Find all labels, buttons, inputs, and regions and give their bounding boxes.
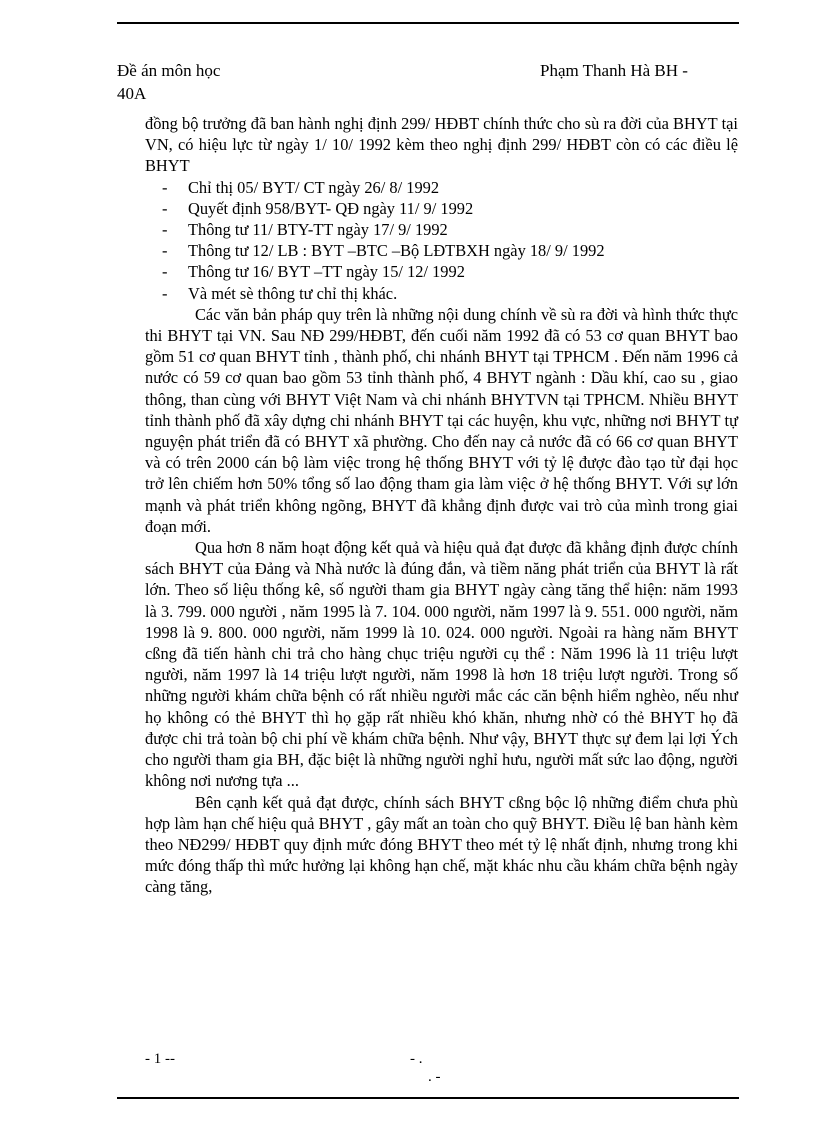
page-number: - 1 -- bbox=[145, 1051, 175, 1067]
bottom-rule bbox=[117, 1097, 739, 1099]
regulation-list bbox=[145, 177, 738, 304]
document-body bbox=[145, 113, 738, 898]
bullet-dash: - bbox=[162, 177, 168, 197]
list-item bbox=[145, 177, 738, 198]
bullet-dash: - bbox=[162, 241, 168, 261]
list-item bbox=[145, 240, 738, 261]
bullet-dash: - bbox=[162, 262, 168, 282]
list-item-text: Thông tư 16/ BYT –TT ngày 15/ 12/ 1992 bbox=[188, 262, 465, 282]
list-item-text: Thông tư 11/ BTY-TT ngày 17/ 9/ 1992 bbox=[188, 220, 448, 240]
header-title: Đề án môn học bbox=[117, 61, 221, 80]
list-item-text: Thông tư 12/ LB : BYT –BTC –Bộ LĐTBXH ngày 18/ 9/ 1992 bbox=[188, 241, 605, 261]
bullet-dash: - bbox=[162, 220, 168, 240]
bullet-dash: - bbox=[162, 198, 168, 218]
intro-paragraph: đồng bộ trưởng đã ban hành nghị định 299/ HĐBT chính thức cho sù ra đời của BHYT tại VN, có hiệu lực từ ngày 1/ 10/ 1992 kèm theo nghị định 299/ HĐBT còn có các điều lệ BHYT bbox=[145, 114, 738, 176]
body-paragraph: Bên cạnh kết quả đạt được, chính sách BHYT cßng bộc lộ những điểm chưa phù hợp làm hạn chế hiệu quả BHYT , gây mất an toàn cho quỹ BHYT. Điều lệ ban hành kèm theo NĐ299/ HĐBT quy định mức đóng BHYT theo mét tỷ lệ nhất định, nhưng trong khi mức đóng thấp thì mức hưởng lại không hạn chế, mặt khác nhu cầu khám chữa bệnh ngày càng tăng, bbox=[145, 792, 738, 897]
list-item-text: Và mét sè thông tư chỉ thị khác. bbox=[188, 283, 398, 303]
header-author: Phạm Thanh Hà BH - bbox=[540, 61, 688, 80]
top-rule bbox=[117, 22, 739, 24]
body-paragraph: Các văn bản pháp quy trên là những nội dung chính về sù ra đời và hình thức thực thi BHYT tại VN. Sau NĐ 299/HĐBT, đến cuối năm 1992 đã có 53 cơ quan BHYT bao gồm 51 cơ quan BHYT tỉnh , thành phố, chi nhánh BHYT tại TPHCM . Đến năm 1996 cả nước có 59 cơ quan bao gồm 53 tỉnh thành phố, 4 BHYT ngành : Dầu khí, cao su , giao thông, than cùng với BHYT Việt Nam và chi nhánh BHYTVN tại TPHCM. Nhiều BHYT tỉnh thành phố đã xây dựng chi nhánh BHYT tại các huyện, khu vực, những nơi BHYT tự nguyện phát triển đã có BHYT xã phường. Cho đến nay cả nước đã có 66 cơ quan BHYT và có trên 2000 cán bộ làm việc trong hệ thống BHYT với tỷ lệ được đào tạo từ đại học trở lên chiếm hơn 50% tổng số lao động tham gia làm việc ở hệ thống BHYT. Với sự lớn mạnh và phát triển không ngõng, BHYT đã khẳng định được vai trò của mình trong giai đoạn mới. bbox=[145, 304, 738, 536]
header-class: 40A bbox=[117, 84, 147, 103]
list-item bbox=[145, 283, 738, 304]
body-paragraph: Qua hơn 8 năm hoạt động kết quả và hiệu quả đạt được đã khẳng định được chính sách BHYT của Đảng và Nhà nước là đúng đắn, và tiềm năng phát triển của BHYT là rất lớn. Theo số liệu thống kê, số người tham gia BHYT ngày càng tăng thể hiện: năm 1993 là 3. 799. 000 người , năm 1995 là 7. 104. 000 người, năm 1997 là 9. 551. 000 người, năm 1998 là 9. 800. 000 người, năm 1999 là 10. 024. 000 người. Ngoài ra hàng năm BHYT cßng đã tiến hành chi trả cho hàng chục triệu người cụ thể : Năm 1996 là 11 triệu lượt người, năm 1997 là 14 triệu lượt người, năm 1998 là hơn 18 triệu lượt người. Trong số những người khám chữa bệnh có rất nhiều người mắc các căn bệnh hiểm nghèo, nếu như họ không có thẻ BHYT thì họ gặp rất nhiều khó khăn, nhưng nhờ có thẻ BHYT họ đã được chi trả toàn bộ chi phí về khám chữa bệnh. Như vậy, BHYT thực sự đem lại lợi Ých cho người tham gia BH, đặc biệt là những người nghỉ hưu, người mất sức lao động, người không nơi nương tựa ... bbox=[145, 538, 738, 791]
list-item bbox=[145, 219, 738, 240]
footer-mark: . - bbox=[428, 1069, 441, 1085]
list-item-text: Quyết định 958/BYT- QĐ ngày 11/ 9/ 1992 bbox=[188, 198, 474, 218]
footer-mark: - . bbox=[410, 1051, 423, 1067]
list-item-text: Chỉ thị 05/ BYT/ CT ngày 26/ 8/ 1992 bbox=[188, 177, 440, 197]
list-item bbox=[145, 198, 738, 219]
bullet-dash: - bbox=[162, 283, 168, 303]
list-item bbox=[145, 261, 738, 282]
